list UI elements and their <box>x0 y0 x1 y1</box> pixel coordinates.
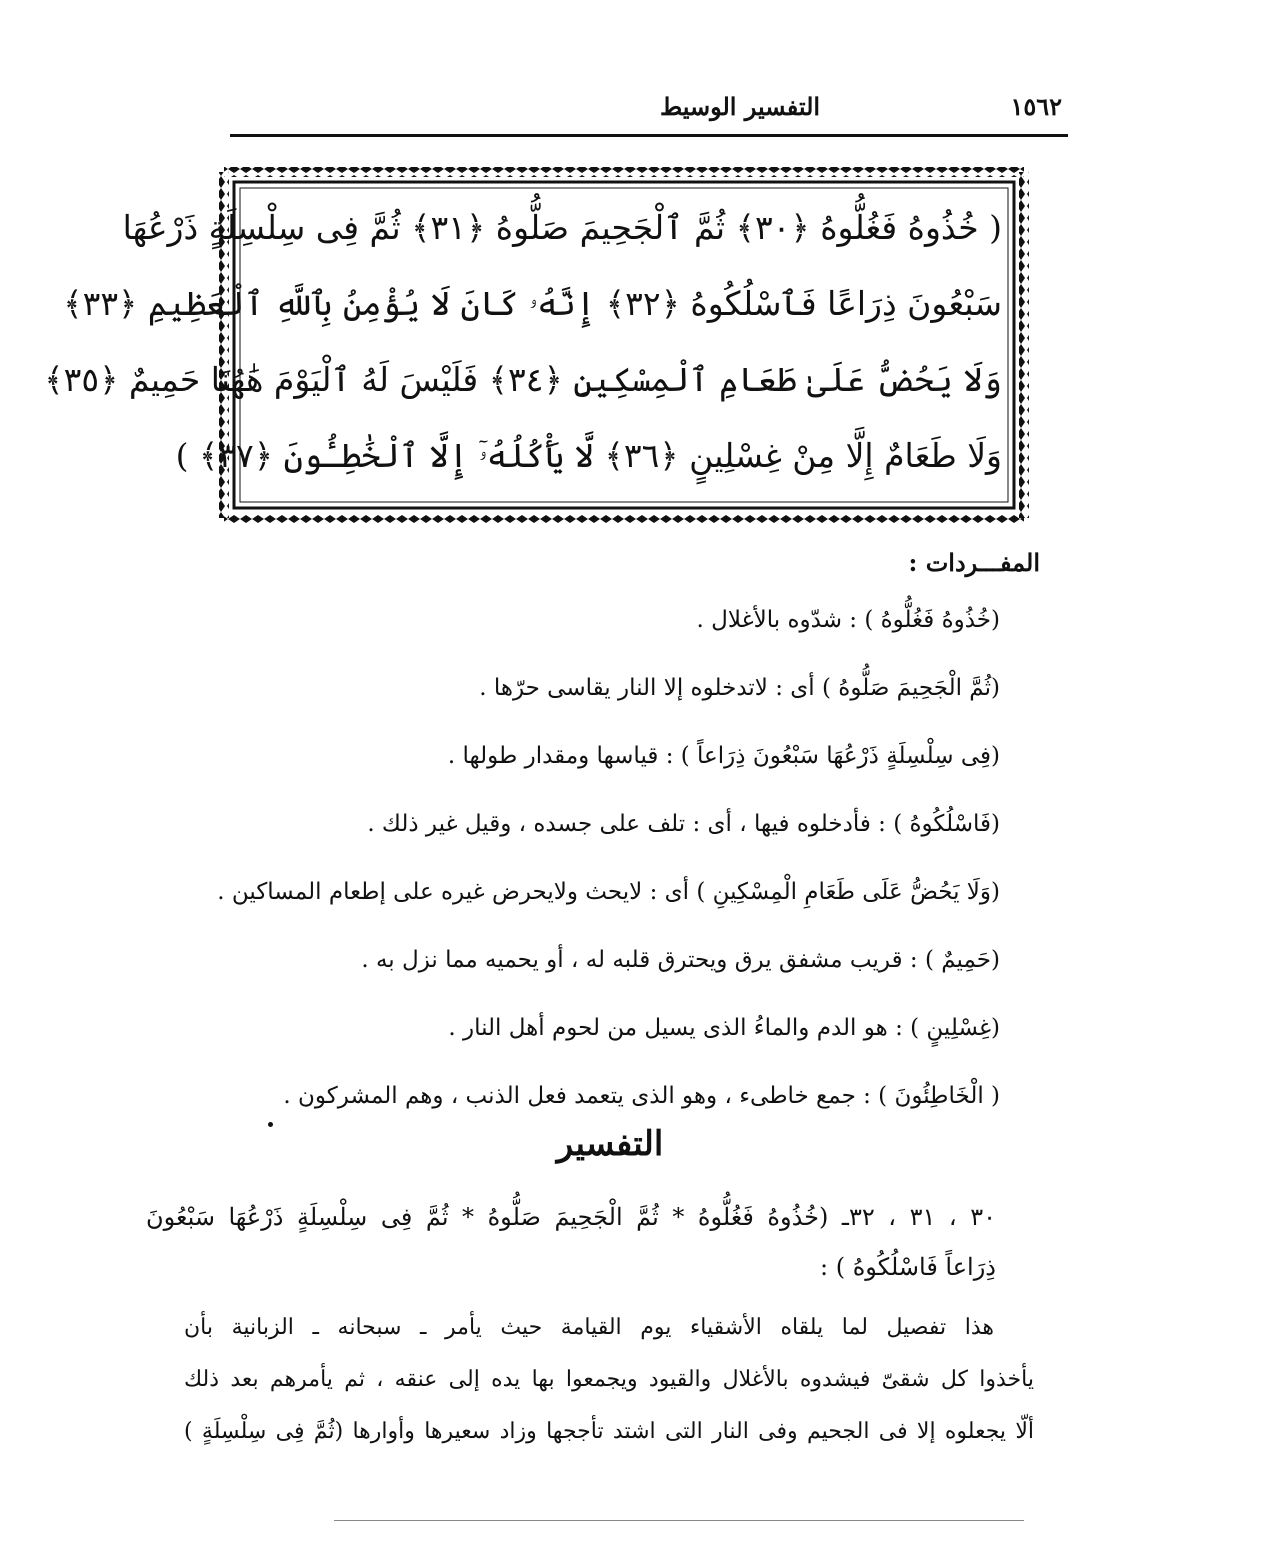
vocabulary-heading: المفـــردات : <box>908 548 1040 577</box>
page-number: ١٥٦٢ <box>1010 92 1062 121</box>
verse-line: وَلَا يَحُضُّ عَلَىٰ طَعَامِ ٱلْمِسْكِينِ ﴿٣٤﴾ فَلَيْسَ لَهُ ٱلْيَوْمَ هَٰهُنَا حَمِيمٌ ﴿٣٥﴾ <box>44 360 1002 399</box>
vocabulary-item: (فِى سِلْسِلَةٍ ذَرْعُهَا سَبْعُونَ ذِرَاعاً ) : قياسها ومقدار طولها . <box>447 743 1000 769</box>
verse-reference-line: ٣٠ ، ٣١ ، ٣٢ـ (خُذُوهُ فَغُلُّوهُ * ثُمَّ الْجَحِيمَ صَلُّوهُ * ثُمَّ فِى سِلْسِلَةٍ ذَرْعُهَا سَبْعُونَ <box>146 1203 996 1231</box>
verse-line: ( خُذُوهُ فَغُلُّوهُ ﴿٣٠﴾ ثُمَّ ٱلْجَحِيمَ صَلُّوهُ ﴿٣١﴾ ثُمَّ فِى سِلْسِلَةٍ ذَرْعُهَا <box>122 208 1002 247</box>
body-line: يأخذوا كل شقىّ فيشدوه بالأغلال والقيود ويجمعوا بها يده إلى عنقه ، ثم يأمرهم بعد ذلك <box>184 1367 1034 1392</box>
body-line: ألّا يجعلوه إلا فى الجحيم وفى النار التى اشتد تأججها وزاد سعيرها وأوارها (ثُمَّ فِى سِلْسِلَةٍ ) <box>184 1419 1034 1444</box>
vocabulary-list <box>217 600 1000 1144</box>
footer-rule <box>334 1520 1024 1521</box>
page-header <box>230 92 1068 136</box>
vocabulary-item: ( الْخَاطِئُونَ ) : جمع خاطىء ، وهو الذى يتعمد فعل الذنب ، وهم المشركون . <box>283 1083 1000 1109</box>
vocabulary-item: (فَاسْلُكُوهُ ) : فأدخلوه فيها ، أى : تلف على جسده ، وقيل غير ذلك . <box>367 811 1000 837</box>
vocabulary-item: (خُذُوهُ فَغُلُّوهُ ) : شدّوه بالأغلال . <box>696 607 1000 633</box>
vocabulary-item: (وَلَا يَحُضُّ عَلَى طَعَامِ الْمِسْكِينِ ) أى : لايحث ولايحرض غيره على إطعام المساكين . <box>217 879 1000 905</box>
verse-reference <box>146 1192 996 1292</box>
verse-line: سَبْعُونَ ذِرَاعًا فَٱسْلُكُوهُ ﴿٣٢﴾ إِنَّهُۥ كَانَ لَا يُؤْمِنُ بِٱللَّهِ ٱلْعَظِيمِ ﴿٣٣﴾ <box>63 284 1002 323</box>
running-title: التفسير الوسيط <box>659 92 821 121</box>
verse-text <box>44 190 1002 500</box>
tafsir-heading: التفسير <box>556 1124 664 1164</box>
vocabulary-item: (غِسْلِينٍ ) : هو الدم والماءُ الذى يسيل من لحوم أهل النار . <box>448 1015 1000 1041</box>
body-line: هذا تفصيل لما يلقاه الأشقياء يوم القيامة حيث يأمر ـ سبحانه ـ الزبانية بأن <box>184 1315 994 1340</box>
verse-line: وَلَا طَعَامٌ إِلَّا مِنْ غِسْلِينٍ ﴿٣٦﴾ لَّا يَأْكُلُهُۥٓ إِلَّا ٱلْخَٰطِـُٔونَ ﴿٣٧﴾ ) <box>175 436 1002 475</box>
vocabulary-item: (ثُمَّ الْجَحِيمَ صَلُّوهُ ) أى : لاتدخلوه إلا النار يقاسى حرّها . <box>479 675 1000 701</box>
tafsir-body <box>184 1302 1034 1458</box>
verse-reference-line: ذِرَاعاً فَاسْلُكُوهُ ) : <box>820 1253 996 1281</box>
header-rule <box>230 134 1068 137</box>
quran-verse-frame <box>44 164 1032 526</box>
print-speck <box>268 1122 273 1127</box>
vocabulary-item: (حَمِيمٌ ) : قريب مشفق يرق ويحترق قلبه له ، أو يحميه مما نزل به . <box>361 947 1000 973</box>
